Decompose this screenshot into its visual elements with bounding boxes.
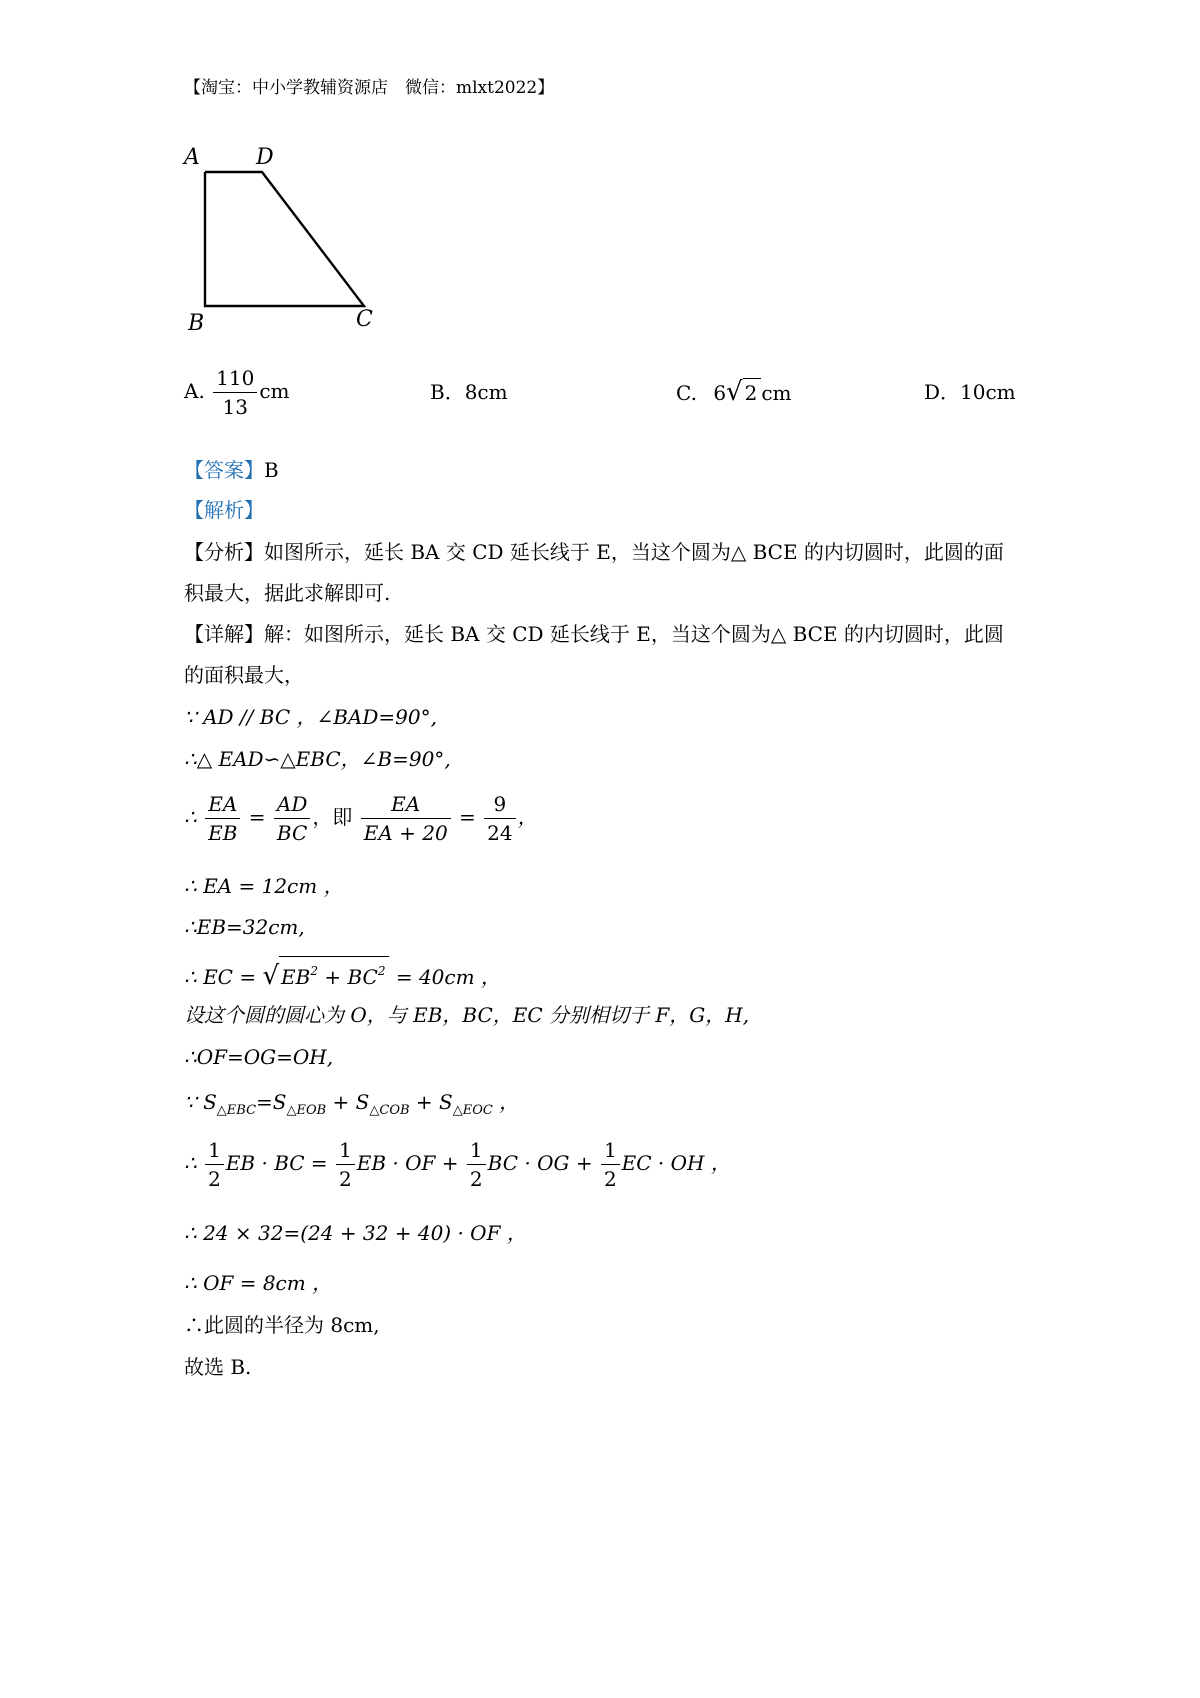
step-9: ∵ $S_{\triangle EBC}=S_{\triangle EOB} + S_{\triangle COB} + S_{\triangle EOC}$ ， [184, 1090, 520, 1118]
option-c: C. 6√ 2 cm [676, 377, 792, 407]
step-3: ∴ $\frac{EA}{EB}$ = $\frac{AD}{BC}$ ，即 $\frac{EA}{EA + 20}$ = $\frac{9}{24}$ ， [184, 792, 538, 845]
page-header: 【淘宝：中小学教辅资源店 微信：mlxt2022】 [184, 78, 555, 98]
xiangjie-line-1: 【详解】解：如图所示，延长 BA 交 CD 延长线于 E，当这个圆为△ BCE 的内切圆时，此圆 [184, 622, 1004, 646]
trapezoid-outline [205, 172, 364, 306]
step-1: ∵ AD // BC ，∠BAD=90°, [184, 705, 437, 729]
step-6: ∴ EC = √ $EB^2 + BC^2 = 40cm$ ， [184, 956, 501, 991]
answer-tag: 【答案】 [184, 458, 264, 482]
vertex-label-a: A [184, 145, 200, 170]
answer-value: B [264, 458, 279, 482]
step-4: ∴ EA = 12cm ， [184, 874, 344, 898]
xiangjie-line-2: 的面积最大， [184, 663, 304, 687]
step-2: ∴△ EAD∽△EBC，∠B=90°, [184, 747, 451, 771]
vertex-label-d: D [256, 145, 274, 170]
step-5: ∴EB=32cm, [184, 915, 305, 939]
step-14: 故选 B. [184, 1355, 252, 1379]
trapezoid-figure [170, 140, 430, 340]
sqrt-symbol: √ [262, 961, 280, 991]
step-7: 设这个圆的圆心为 O，与 EB，BC，EC 分别相切于 F，G，H, [184, 1003, 750, 1027]
sqrt-symbol: √ [726, 377, 743, 407]
vertex-label-b: B [188, 311, 205, 336]
option-b: B．8cm [430, 380, 508, 404]
answer-line [184, 456, 279, 484]
step-13: ∴此圆的半径为 8cm, [184, 1313, 380, 1337]
step-8: ∴OF=OG=OH, [184, 1045, 334, 1069]
step-12: ∴ OF = 8cm ， [184, 1271, 333, 1295]
fenxi-line-1: 【分析】如图所示，延长 BA 交 CD 延长线于 E，当这个圆为△ BCE 的内切圆时，此圆的面 [184, 540, 1004, 564]
option-a-fraction: $\frac{110}{13}$ [213, 364, 257, 421]
analysis-tag: 【解析】 [184, 498, 264, 522]
fenxi-line-2: 积最大，据此求解即可. [184, 581, 391, 605]
step-11: ∴ 24 × 32=(24 + 32 + 40) · OF ， [184, 1221, 527, 1245]
option-d: D．10cm [924, 380, 1016, 404]
step-10: ∴ $\frac{1}{2}$ EB · BC = $\frac{1}{2}$ EB · OF + $\frac{1}{2}$ BC · OG + $\frac{1}{2}$ EC · OH ， [184, 1138, 731, 1191]
vertex-label-c: C [356, 307, 373, 332]
option-a: A. $\frac{110}{13}$ cm [184, 366, 290, 419]
